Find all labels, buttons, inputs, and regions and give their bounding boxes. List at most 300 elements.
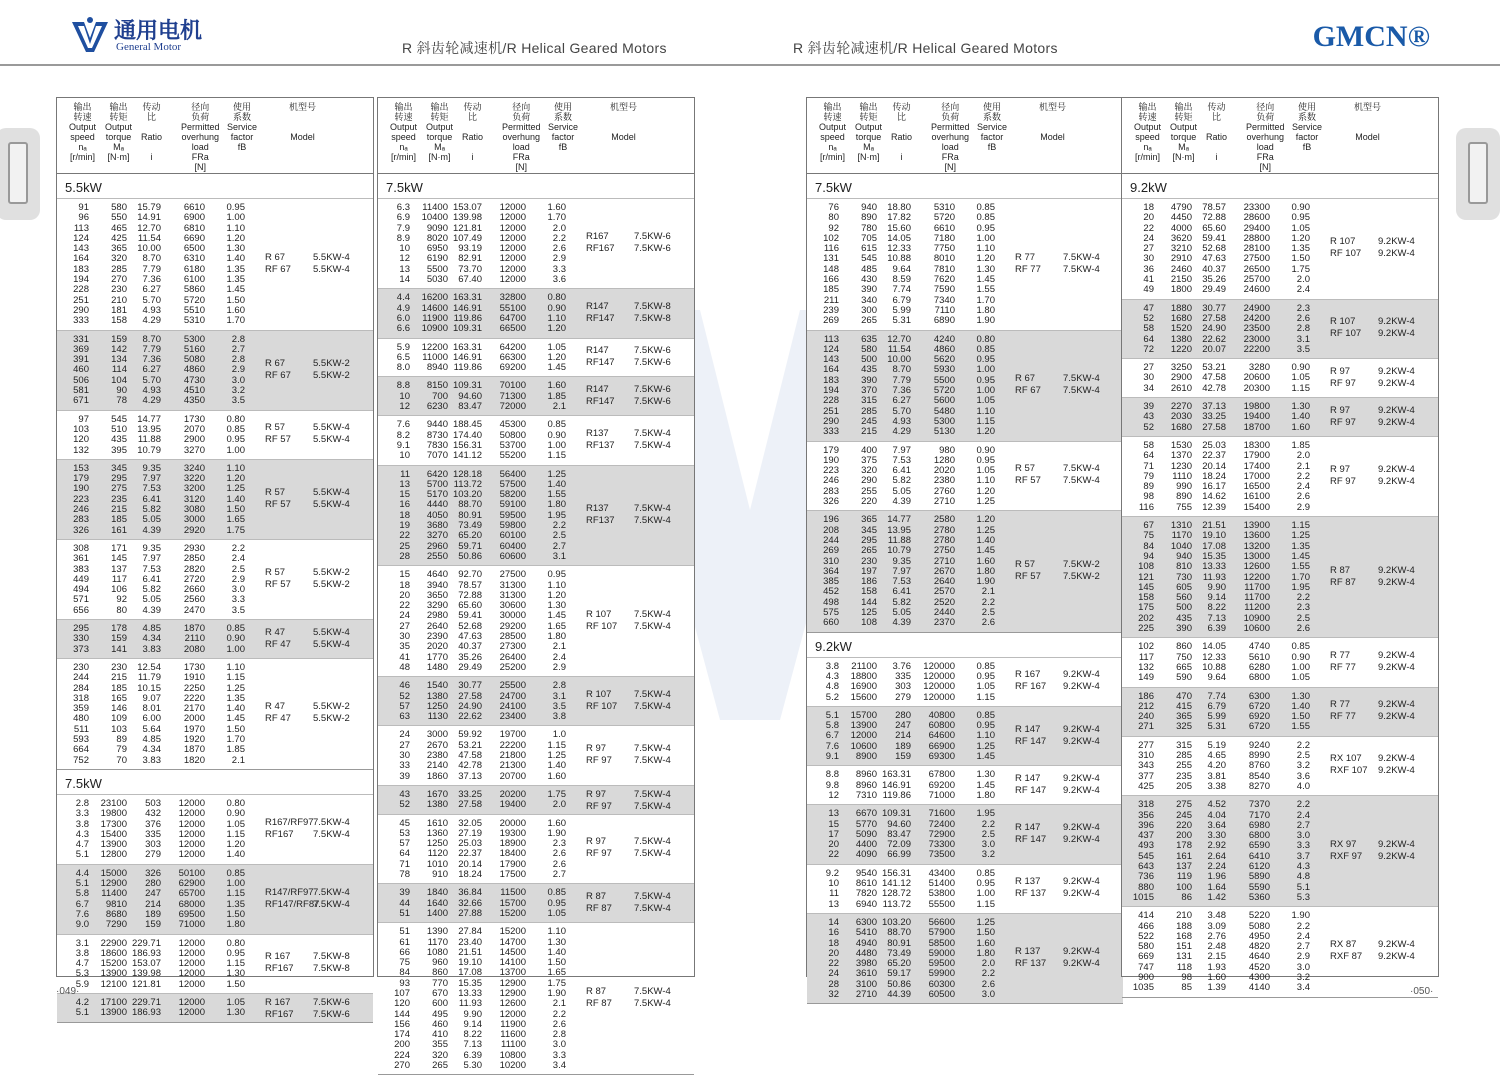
model-name: R 57 (1015, 559, 1036, 571)
data-column-speed: 97 103 120 132 (73, 413, 89, 456)
data-column-torque: 3000 2670 2380 2140 1860 (426, 729, 448, 782)
model-name: R 87 (1330, 564, 1351, 576)
data-column-fra: 9240 8990 8760 8540 8270 (1248, 739, 1270, 792)
data-column-fb: 1.10 1.15 1.25 1.35 1.40 1.45 1.50 1.70 1.85 2.1 (226, 661, 245, 766)
data-column-ratio: 153.07 139.98 121.81 107.49 93.19 82.91 73.70 67.40 (452, 202, 482, 286)
model-name: R 167 (265, 951, 291, 963)
data-column-torque: 315 285 255 235 205 (1176, 739, 1192, 792)
motor-code: 7.5KW-8 (634, 300, 671, 312)
motor-code: 7.5KW-4 (1063, 385, 1100, 397)
data-column-torque: 635 580 500 435 390 370 315 285 245 215 (861, 333, 877, 438)
motor-code: 5.5KW-2 (313, 567, 350, 579)
data-column-fb: 1.15 1.25 1.35 1.45 1.55 1.70 1.95 2.2 2.3 2.5 2.6 (1291, 520, 1310, 635)
motor-code: 9.2KW-4 (1378, 711, 1415, 723)
motor-code: 9.2KW-4 (1063, 723, 1100, 735)
data-column-fb: 0.90 1.05 1.15 (1291, 362, 1310, 394)
model-name: RF 97 (1330, 377, 1356, 389)
data-column-speed: 24 27 30 33 39 (399, 729, 410, 782)
header-torque: 输出 转矩 Output torque Mₐ [N·m] (105, 102, 133, 162)
data-column-speed: 2.8 3.3 3.8 4.3 4.7 5.1 (75, 797, 89, 861)
header-model: 机型号 Model (1354, 102, 1382, 142)
model-name: R 137 (1015, 876, 1041, 888)
model-name: R 147 (1015, 723, 1041, 735)
data-column-torque: 17100 13900 (100, 997, 127, 1019)
ratio-group (57, 794, 373, 864)
model-name: R 97 (586, 836, 607, 848)
motor-code: 7.5KW-2 (1063, 559, 1100, 571)
data-column-torque: 9440 8730 7830 7070 (426, 419, 448, 462)
data-column-ratio: 32.05 27.19 25.03 22.37 20.14 18.24 (458, 817, 482, 880)
motor-code: 9.2KW-4 (1063, 822, 1100, 834)
data-column-torque: 9540 8610 7820 6940 (855, 867, 877, 910)
data-column-torque: 545 510 435 395 (111, 413, 127, 456)
data-column-speed: 8.8 10 12 (396, 380, 410, 413)
column-header (378, 98, 694, 174)
power-section (1122, 174, 1438, 998)
model-name: R 97 (1330, 464, 1351, 476)
data-column-torque: 2270 2030 1680 (1170, 401, 1192, 433)
motor-code: 7.5KW-6 (634, 243, 671, 255)
motor-code: 9.2KW-4 (1378, 404, 1415, 416)
data-column-fb: 0.85 0.90 1.00 1.15 (547, 419, 566, 462)
motor-code: 7.5KW-6 (634, 345, 671, 357)
data-column-fra: 6300 6720 6920 6720 (1248, 690, 1270, 733)
side-tab-left (0, 128, 40, 220)
model-name: R 77 (1330, 649, 1351, 661)
data-column-speed: 102 117 132 149 (1138, 641, 1154, 684)
data-column-fb: 1.90 2.2 2.4 2.7 2.9 3.0 3.2 3.4 (1291, 910, 1310, 994)
data-column-torque: 940 890 780 705 615 545 485 430 390 340 300 265 (861, 202, 877, 327)
model-name: R 57 (265, 567, 286, 579)
model-name: RF 107 (1330, 328, 1362, 340)
power-label: 7.5kW (65, 775, 102, 791)
model-name: RF 97 (586, 755, 612, 767)
motor-code: 7.5KW-4 (634, 836, 671, 848)
motor-code: 7.5KW-4 (634, 608, 671, 620)
column-header (1122, 98, 1438, 174)
data-column-speed: 39 44 51 (399, 887, 410, 919)
model-name: R137 (586, 427, 609, 439)
motor-code: 9.2KW-4 (1378, 838, 1415, 850)
data-column-fra: 20000 19300 18900 18400 17900 17500 (499, 817, 526, 880)
ratio-group (807, 510, 1123, 631)
power-section (57, 174, 373, 770)
gmcn-logo: GMCN® (1312, 20, 1430, 53)
data-column-speed: 27 30 34 (1143, 362, 1154, 394)
data-column-speed: 58 64 71 79 89 98 116 (1138, 439, 1154, 513)
motor-code: 5.5KW-4 (313, 626, 350, 638)
motor-code: 7.5KW-4 (313, 828, 350, 840)
data-column-ratio: 21.51 19.10 17.08 15.35 13.33 11.93 9.90 9.14 8.22 7.13 6.39 (1202, 520, 1226, 635)
data-column-speed: 15 18 20 22 24 27 30 35 41 48 (399, 569, 410, 673)
data-column-fra: 2580 2780 2780 2750 2710 2670 2640 2570 2520 2440 2370 (933, 514, 955, 629)
motor-code: 9.2KW-4 (1063, 735, 1100, 747)
data-column-speed: 3.1 3.8 4.7 5.3 5.9 (75, 937, 89, 990)
model-name: RF147 (586, 312, 615, 324)
page-header (0, 0, 1500, 66)
data-column-fb: 0.90 0.95 1.05 1.10 1.20 1.25 (976, 444, 995, 508)
motor-code: 9.2KW-4 (1378, 365, 1415, 377)
ratio-group (57, 934, 373, 994)
data-column-torque: 16200 14600 11900 10900 (421, 292, 448, 335)
data-column-fra: 50100 62900 65700 68000 69500 71000 (178, 867, 205, 931)
data-column-fra: 12000 12000 (178, 997, 205, 1019)
spec-panel (806, 97, 1124, 1001)
model-name: R 107 (1330, 236, 1356, 248)
model-name: RF137 (586, 439, 615, 451)
motor-icon (1468, 142, 1488, 204)
model-name: R 57 (265, 486, 286, 498)
header-model: 机型号 Model (289, 102, 317, 142)
data-column-torque: 1880 1680 1520 1380 1220 (1170, 302, 1192, 355)
data-column-torque: 400 375 320 290 255 220 (861, 444, 877, 508)
data-column-speed: 331 369 391 460 506 581 671 (73, 333, 89, 407)
model-name: R 67 (1015, 373, 1036, 385)
data-column-ratio: 163.31 146.91 119.86 (881, 769, 911, 801)
motor-code: 7.5KW-4 (634, 788, 671, 800)
data-column-fb: 1.25 1.40 1.55 1.80 1.95 2.2 2.5 2.7 3.1 (547, 468, 566, 562)
data-column-torque: 12200 11000 8940 (421, 341, 448, 374)
model-name: R167 (586, 231, 609, 243)
ratio-group (378, 465, 694, 566)
ratio-group (378, 814, 694, 884)
data-column-fra: 40800 60800 64600 66900 69300 (928, 709, 955, 763)
data-column-torque: 6300 5410 4940 4480 3980 3610 3100 2710 (855, 916, 877, 1001)
model-name: RF 107 (1330, 248, 1362, 260)
motor-code: 9.2KW-4 (1063, 946, 1100, 958)
power-section (378, 174, 694, 1075)
model-name: RF 67 (265, 369, 291, 381)
data-column-fra: 56600 57900 58500 59000 59500 59900 60300 60500 (928, 916, 955, 1001)
ratio-group (1122, 637, 1438, 686)
model-name: R 167 (265, 997, 291, 1009)
ratio-group (378, 785, 694, 814)
motor-code: 7.5KW-8 (313, 963, 350, 975)
data-column-fra: 56400 57500 58200 59100 59500 59800 60100 60400 60600 (499, 468, 526, 562)
data-column-speed: 18 20 22 24 27 30 36 41 49 (1143, 202, 1154, 296)
data-column-fb: 0.85 0.95 1.05 1.15 (976, 660, 995, 703)
model-name: RF 77 (1330, 661, 1356, 673)
model-name: RF 57 (1015, 475, 1041, 487)
model-name: RF137 (586, 514, 615, 526)
model-name: R 67 (265, 357, 286, 369)
data-column-ratio: 188.45 174.40 156.31 141.12 (452, 419, 482, 462)
motor-code: 9.2KW-4 (1378, 939, 1415, 951)
motor-code: 9.2KW-4 (1378, 464, 1415, 476)
data-column-torque: 1390 1170 1080 960 860 770 670 600 495 460 410 355 320 265 (426, 926, 448, 1072)
ratio-group (1122, 906, 1438, 996)
motor-code: 5.5KW-2 (313, 701, 350, 713)
header-torque: 输出 转矩 Output torque Mₐ [N·m] (855, 102, 883, 162)
model-name: R 167 (1015, 669, 1041, 681)
ratio-group (807, 706, 1123, 766)
data-column-torque: 1310 1170 1040 940 810 730 605 560 500 435 390 (1170, 520, 1192, 635)
header-speed: 输出 转速 Output speed nₐ [r/min] (390, 102, 418, 162)
data-column-speed: 9.2 10 11 13 (825, 867, 839, 910)
model-name: RF 57 (265, 434, 291, 446)
model-name: R 47 (265, 626, 286, 638)
model-name: RF147 (586, 357, 615, 369)
data-column-fb: 2.8 3.1 3.5 3.8 (552, 680, 566, 723)
ratio-group (807, 330, 1123, 441)
data-column-fra: 5310 5720 6610 7180 7750 8010 7810 7620 7590 7340 7110 6890 (933, 202, 955, 327)
data-column-ratio: 503 432 376 335 303 279 (145, 797, 161, 861)
motor-code: 7.5KW-4 (634, 427, 671, 439)
model-name: RF 167 (1015, 681, 1047, 693)
data-column-torque: 21100 18800 16900 15600 (850, 660, 877, 703)
data-column-ratio: 9.35 7.97 7.53 6.41 5.82 5.05 4.39 (142, 462, 161, 536)
motor-code: 5.5KW-4 (313, 263, 350, 275)
data-column-ratio: 3.76 335 303 279 (892, 660, 911, 703)
motor-code: 7.5KW-4 (634, 890, 671, 902)
motor-code: 9.2KW-4 (1063, 772, 1100, 784)
ratio-group (807, 913, 1123, 1003)
data-column-speed: 3.8 4.3 4.8 5.2 (825, 660, 839, 703)
page-number-left: ·049· (56, 986, 80, 997)
data-column-ratio: 30.77 27.58 24.90 22.62 (458, 680, 482, 723)
data-column-fra: 1730 2070 2900 3270 (183, 413, 205, 456)
model-name: RF 47 (265, 713, 291, 725)
motor-code: 7.5KW-4 (1063, 463, 1100, 475)
data-column-fb: 1.85 2.0 2.1 2.2 2.4 2.6 2.9 (1291, 439, 1310, 513)
motor-code: 9.2KW-4 (1378, 850, 1415, 862)
motor-icon (8, 142, 28, 204)
motor-code: 9.2KW-4 (1378, 377, 1415, 389)
ratio-group (378, 725, 694, 785)
data-column-ratio: 27.84 23.40 21.51 19.10 17.08 15.35 13.33 11.93 9.90 9.14 8.22 7.13 6.39 5.30 (458, 926, 482, 1072)
data-column-ratio: 59.92 53.21 47.58 42.78 37.13 (458, 729, 482, 782)
model-name: R 97 (586, 743, 607, 755)
power-section (807, 633, 1123, 1005)
motor-code: 7.5KW-4 (634, 848, 671, 860)
data-column-speed: 67 75 84 94 108 121 145 158 175 202 225 (1138, 520, 1154, 635)
data-column-torque: 275 245 220 200 178 161 137 119 100 86 (1176, 799, 1192, 903)
motor-code: 7.5KW-4 (634, 688, 671, 700)
data-column-speed: 43 52 (399, 788, 410, 811)
data-column-ratio: 14.77 13.95 11.88 10.79 (137, 413, 161, 456)
data-column-fra: 12000 12000 12000 12000 12000 12000 12000 12000 (499, 202, 526, 286)
data-column-speed: 230 244 284 318 359 480 511 593 664 752 (73, 661, 89, 766)
model-name: RXF 97 (1330, 850, 1363, 862)
data-column-speed: 7.6 8.2 9.1 10 (396, 419, 410, 462)
motor-code: 7.5KW-4 (1063, 263, 1100, 275)
data-column-fra: 27500 31300 31300 30600 30000 29200 28500 27300 26400 25200 (499, 569, 526, 673)
motor-code: 7.5KW-4 (634, 514, 671, 526)
motor-code: 9.2KW-4 (1378, 564, 1415, 576)
data-column-torque: 1670 1380 (426, 788, 448, 811)
data-column-fra: 6610 6900 6810 6690 6500 6310 6180 6100 5860 5720 5510 5310 (183, 202, 205, 327)
data-column-torque: 22900 18600 15200 13900 12100 (100, 937, 127, 990)
header-torque: 输出 转矩 Output torque Mₐ [N·m] (426, 102, 454, 162)
motor-code: 9.2KW-4 (1063, 834, 1100, 846)
data-column-torque: 8960 8960 7310 (855, 769, 877, 801)
model-name: R 147 (1015, 822, 1041, 834)
model-name: RF 97 (586, 800, 612, 812)
model-name: RF 47 (265, 638, 291, 650)
header-speed: 输出 转速 Output speed nₐ [r/min] (1134, 102, 1162, 162)
header-speed: 输出 转速 Output speed nₐ [r/min] (819, 102, 847, 162)
ratio-group (1122, 795, 1438, 906)
model-name: R 147 (1015, 772, 1041, 784)
data-column-ratio: 37.13 33.25 27.58 (1202, 401, 1226, 433)
motor-code: 9.2KW-4 (1378, 328, 1415, 340)
model-name: RF147 (586, 395, 615, 407)
motor-code: 5.5KW-4 (313, 498, 350, 510)
ratio-group (1122, 436, 1438, 516)
data-column-fb: 1.60 1.70 2.0 2.2 2.6 2.9 3.3 3.6 (547, 202, 566, 286)
data-column-fb: 1.25 1.50 1.60 1.80 2.0 2.2 2.6 3.0 (976, 916, 995, 1001)
data-column-fb: 0.85 0.90 1.00 1.05 (1291, 641, 1310, 684)
data-column-fb: 0.90 0.95 1.05 1.20 1.35 1.50 1.75 2.0 2.4 (1291, 202, 1310, 296)
data-column-torque: 8150 700 6230 (426, 380, 448, 413)
data-column-speed: 277 310 343 377 425 (1138, 739, 1154, 792)
motor-code: 7.5KW-6 (634, 383, 671, 395)
motor-code: 7.5KW-6 (634, 231, 671, 243)
header-speed: 输出 转速 Output speed nₐ [r/min] (69, 102, 97, 162)
model-name: RF 107 (586, 700, 618, 712)
data-column-fra: 2930 2850 2820 2720 2660 2560 2470 (183, 542, 205, 616)
data-column-fra: 25500 24700 24100 23400 (499, 680, 526, 723)
motor-code: 5.5KW-2 (313, 579, 350, 591)
model-name: R 57 (1015, 463, 1036, 475)
data-column-speed: 91 96 113 124 143 164 183 194 228 251 290 333 (73, 202, 89, 327)
data-column-ratio: 280 247 214 189 159 (895, 709, 911, 763)
ratio-group (378, 338, 694, 377)
motor-code: 9.2KW-4 (1378, 476, 1415, 488)
model-name: R147 (586, 383, 609, 395)
data-column-speed: 5.1 5.8 6.7 7.6 9.1 (825, 709, 839, 763)
model-name: R 77 (1330, 699, 1351, 711)
data-column-speed: 186 212 240 271 (1138, 690, 1154, 733)
motor-code: 9.2KW-4 (1378, 248, 1415, 260)
motor-code: 7.5KW-2 (1063, 571, 1100, 583)
ratio-group (57, 459, 373, 539)
data-column-fb: 0.85 0.95 1.10 1.25 1.45 (976, 709, 995, 763)
spec-panel (56, 97, 374, 1021)
motor-code: 7.5KW-4 (1063, 475, 1100, 487)
brand-name-en: General Motor (116, 41, 182, 53)
ratio-group (1122, 198, 1438, 299)
motor-code: 9.2KW-4 (1378, 765, 1415, 777)
motor-code: 7.5KW-4 (634, 986, 671, 998)
ratio-group (1122, 299, 1438, 359)
data-column-fb: 1.10 1.30 1.40 1.50 1.65 1.75 1.90 2.1 2.2 2.6 2.8 3.0 3.3 3.4 (547, 926, 566, 1072)
data-column-torque: 580 550 465 425 365 320 285 270 230 210 181 158 (111, 202, 127, 327)
data-column-fb: 2.2 2.4 2.7 3.0 3.3 3.7 4.3 4.8 5.1 5.3 (1296, 799, 1310, 903)
ratio-group (807, 864, 1123, 913)
data-column-torque: 1610 1360 1250 1120 1010 910 (426, 817, 448, 880)
ratio-group (378, 288, 694, 337)
data-column-torque: 1540 1380 1250 1130 (426, 680, 448, 723)
data-column-torque: 15700 13900 12000 10600 8900 (850, 709, 877, 763)
data-column-ratio: 163.31 146.91 119.86 (452, 341, 482, 374)
motor-code: 5.5KW-4 (313, 251, 350, 263)
data-column-ratio: 14.77 13.95 11.88 10.79 9.35 7.97 7.53 6.41 5.82 5.05 4.39 (887, 514, 911, 629)
motor-code: 9.2KW-4 (1378, 236, 1415, 248)
data-column-speed: 308 361 383 449 494 571 656 (73, 542, 89, 616)
model-name: R147 (586, 345, 609, 357)
header-fra: 径向 负荷 Permitted overhung load FRa [N] (1246, 102, 1285, 172)
model-name: R 47 (265, 701, 286, 713)
data-column-ratio: 12.54 11.79 10.15 9.07 8.01 6.00 5.64 4.85 4.34 3.83 (137, 661, 161, 766)
motor-code: 9.2KW-4 (1378, 416, 1415, 428)
data-column-fra: 13900 13600 13200 13000 12600 12200 11700 11700 11200 10900 10600 (1243, 520, 1270, 635)
data-column-fb: 0.80 0.90 1.10 1.20 (547, 292, 566, 335)
data-column-ratio: 3.48 3.09 2.76 2.48 2.15 1.93 1.60 1.39 (1207, 910, 1226, 994)
data-column-speed: 179 190 223 246 283 326 (823, 444, 839, 508)
data-column-fb: 0.85 1.00 1.15 1.35 1.50 1.80 (226, 867, 245, 931)
motor-code: 7.5KW-4 (634, 700, 671, 712)
data-column-torque: 365 345 295 265 230 197 186 158 144 125 108 (861, 514, 877, 629)
data-column-fra: 24900 24200 23500 23000 22200 (1243, 302, 1270, 355)
ratio-group (57, 993, 373, 1022)
model-name: RF 77 (1015, 263, 1041, 275)
ratio-group (807, 198, 1123, 330)
model-name: RXF 107 (1330, 765, 1368, 777)
header-fb: 使用 系数 Service factor fB (1292, 102, 1323, 152)
model-name: R 87 (586, 986, 607, 998)
data-column-ratio: 109.31 94.60 83.47 (452, 380, 482, 413)
model-name: RF167 (265, 963, 294, 975)
model-name: RXF 87 (1330, 951, 1363, 963)
motor-code: 7.5KW-8 (634, 312, 671, 324)
data-column-fra: 18300 17900 17400 17000 16500 16100 15400 (1243, 439, 1270, 513)
ratio-group (57, 864, 373, 934)
power-label: 9.2kW (815, 638, 852, 654)
data-column-speed: 4.4 4.9 6.0 6.6 (396, 292, 410, 335)
motor-code: 9.2KW-4 (1063, 681, 1100, 693)
ratio-group (57, 619, 373, 658)
data-column-fb: 0.80 0.95 1.15 1.30 1.50 (226, 937, 245, 990)
motor-code: 9.2KW-4 (1378, 649, 1415, 661)
data-column-fb: 1.05 1.30 (226, 997, 245, 1019)
ratio-group (57, 410, 373, 459)
model-name: RF 147 (1015, 735, 1047, 747)
ratio-group (378, 415, 694, 464)
model-name: R 67 (265, 251, 286, 263)
data-column-torque: 1530 1370 1230 1110 990 890 755 (1170, 439, 1192, 513)
model-name: RF 67 (265, 263, 291, 275)
data-column-torque: 860 750 665 590 (1176, 641, 1192, 684)
motor-code: 7.5KW-4 (634, 800, 671, 812)
data-column-fb: 1.10 1.20 1.25 1.40 1.50 1.65 1.75 (226, 462, 245, 536)
data-column-torque: 23100 19800 17300 15400 13900 12800 (100, 797, 127, 861)
data-column-fb: 2.3 2.6 2.8 3.1 3.5 (1296, 302, 1310, 355)
data-column-speed: 414 466 522 580 669 747 900 1035 (1132, 910, 1154, 994)
ratio-group (1122, 687, 1438, 736)
data-column-fb: 2.2 2.5 3.2 3.6 4.0 (1296, 739, 1310, 792)
motor-code: 7.5KW-4 (313, 816, 350, 828)
model-name: R147 (586, 300, 609, 312)
data-column-ratio: 229.71 186.93 (131, 997, 161, 1019)
header-fb: 使用 系数 Service factor fB (548, 102, 579, 152)
data-column-ratio: 229.71 186.93 153.07 139.98 121.81 (131, 937, 161, 990)
ratio-group (378, 883, 694, 922)
motor-code: 9.2KW-4 (1378, 699, 1415, 711)
header-model: 机型号 Model (610, 102, 638, 142)
motor-code: 5.5KW-4 (313, 434, 350, 446)
header-fb: 使用 系数 Service factor fB (977, 102, 1008, 152)
data-column-fb: 0.80 0.85 0.95 1.00 0.95 1.00 1.05 1.10 1.15 1.20 (976, 333, 995, 438)
model-name: R 97 (586, 788, 607, 800)
model-name: RF 147 (1015, 784, 1047, 796)
data-column-fra: 12000 12000 12000 12000 12000 12000 (178, 797, 205, 861)
model-name: RF167 (265, 828, 294, 840)
ratio-group (57, 330, 373, 410)
ratio-group (807, 765, 1123, 804)
model-name: RF147/RF87 (265, 898, 320, 910)
data-column-fb: 1.60 1.90 2.3 2.6 2.6 2.7 (547, 817, 566, 880)
